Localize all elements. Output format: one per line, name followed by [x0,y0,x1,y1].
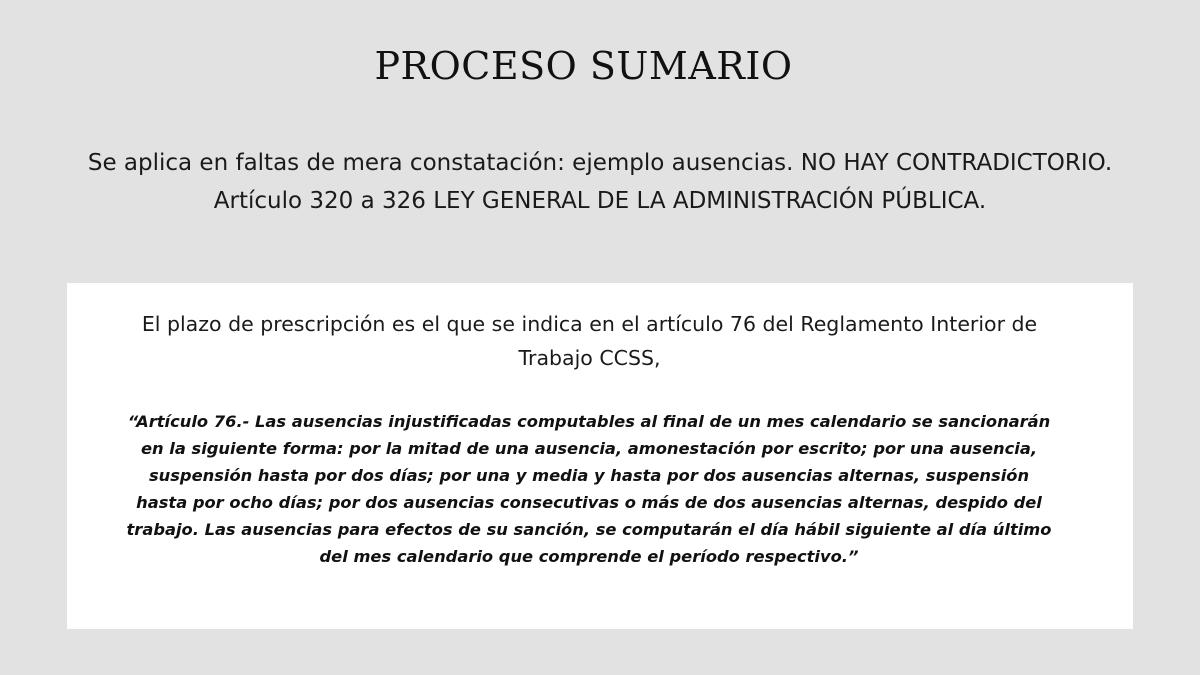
card-lead-text [67,307,1112,375]
content-card [67,283,1133,629]
quote-line: del mes calendario que comprende el período respectivo.” [319,547,859,566]
quote-line: hasta por ocho días; por dos ausencias consecutivas o más de dos ausencias alternas, despido del [136,493,1042,512]
quote-line: “Artículo 76.- Las ausencias injustificadas computables al final de un mes calendario se sancionarán [127,412,1051,431]
card-lead-line: Trabajo CCSS, [518,346,661,370]
quote-line: trabajo. Las ausencias para efectos de su sanción, se computarán el día hábil siguiente al día último [126,520,1052,539]
slide-title: PROCESO SUMARIO [374,44,793,88]
card-lead-line: El plazo de prescripción es el que se indica en el artículo 76 del Reglamento Interior de [141,312,1038,336]
intro-line: Artículo 320 a 326 LEY GENERAL DE LA ADMINISTRACIÓN PÚBLICA. [213,188,987,214]
intro-line: Se aplica en faltas de mera constatación: ejemplo ausencias. NO HAY CONTRADICTORIO. [87,150,1113,176]
article-quote [67,408,1111,570]
quote-line: en la siguiente forma: por la mitad de una ausencia, amonestación por escrito; por una ausencia, [140,439,1038,458]
quote-line: suspensión hasta por dos días; por una y media y hasta por dos ausencias alternas, suspensión [148,466,1030,485]
intro-text [0,144,1200,220]
